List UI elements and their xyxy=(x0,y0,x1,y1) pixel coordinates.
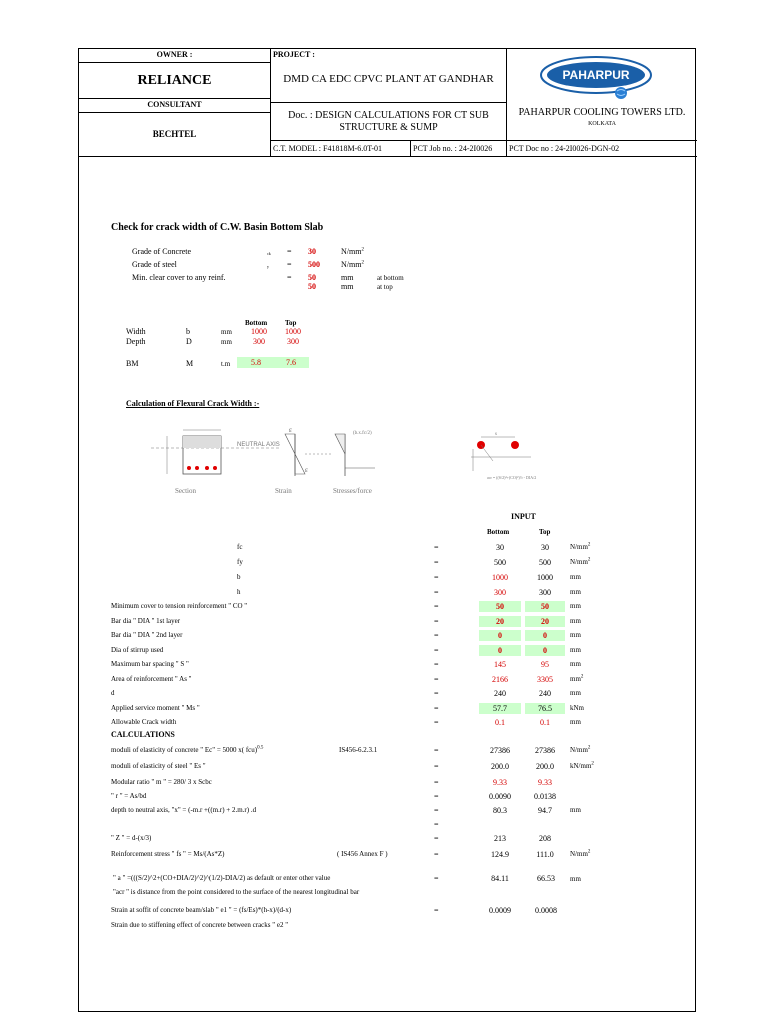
input-row-top: 20 xyxy=(525,616,565,627)
width-top: 1000 xyxy=(285,327,301,336)
input-row-bottom: 2166 xyxy=(492,675,508,684)
eq: = xyxy=(287,247,292,256)
dims-top-header: Top xyxy=(285,319,297,327)
calc-row-eq: = xyxy=(434,778,439,787)
grade-concrete-unit: $N/mm^2$ xyxy=(341,247,364,256)
input-row-bottom: 30 xyxy=(496,543,504,552)
calc-row-bottom: 27386 xyxy=(490,746,510,755)
bm-top: 7.6 xyxy=(273,357,309,368)
owner-name: RELIANCE xyxy=(137,73,212,88)
input-row-unit: mm xyxy=(570,588,581,596)
input-row-top: 0.1 xyxy=(540,718,550,727)
eq: = xyxy=(287,260,292,269)
calc-row-bottom: 213 xyxy=(494,834,506,843)
input-row-top: 0 xyxy=(525,645,565,656)
company-cell xyxy=(507,49,697,141)
input-row-top: 30 xyxy=(541,543,549,552)
doc-line1: Doc. : DESIGN CALCULATIONS FOR CT SUB xyxy=(288,110,489,121)
input-row-bottom: 300 xyxy=(494,588,506,597)
owner-cell xyxy=(79,63,271,99)
figure-section-label: Section xyxy=(175,487,196,495)
section-strain-stress-figure xyxy=(145,424,415,496)
input-row-label: fy xyxy=(237,558,243,566)
input-row-top: 1000 xyxy=(537,573,553,582)
input-row-label: Bar dia " DIA " 2nd layer xyxy=(111,631,183,639)
cover-unit: mm xyxy=(341,282,354,291)
calc-row-unit: $kN/mm^2$ xyxy=(570,761,594,770)
section-title: Check for crack width of C.W. Basin Bottom Slab xyxy=(111,222,324,233)
calc-row-eq: = xyxy=(434,850,439,859)
input-row-bottom: 0 xyxy=(479,630,521,641)
input-row-eq: = xyxy=(434,660,439,669)
at-bottom-label: at bottom xyxy=(377,274,404,282)
grade-concrete-sym: ck xyxy=(267,251,271,256)
project-cell xyxy=(271,49,507,103)
calc-row-top: 27386 xyxy=(535,746,555,755)
cover-bottom-value: 50 xyxy=(308,273,316,282)
width-unit: mm xyxy=(221,328,232,336)
input-row-top: 500 xyxy=(539,558,551,567)
input-row-bottom: 0 xyxy=(479,645,521,656)
calc-row-unit: $N/mm^2$ xyxy=(570,849,591,858)
input-row-eq: = xyxy=(434,718,439,727)
e2-label: Strain due to stiffening effect of concrete between cracks " e2 " xyxy=(111,921,289,929)
eq: = xyxy=(287,273,292,282)
at-top-label: at top xyxy=(377,283,393,291)
svg-text:s: s xyxy=(495,432,497,437)
owner-label: OWNER : xyxy=(156,50,193,59)
calc-row-unit: mm xyxy=(570,806,581,814)
input-row-bottom: 50 xyxy=(479,601,521,612)
company-city: KOLKATA xyxy=(588,121,616,127)
doc-cell xyxy=(271,103,507,141)
consultant-cell xyxy=(79,113,271,157)
input-row-top: 95 xyxy=(541,660,549,669)
calc-row-unit: $N/mm^2$ xyxy=(570,745,591,754)
depth-label: Depth xyxy=(126,337,146,346)
owner-label-cell xyxy=(79,49,271,63)
calc-row-label: Reinforcement stress " fs " = Ms/(As*Z) xyxy=(111,850,225,858)
cover-top-value: 50 xyxy=(308,282,316,291)
input-row-unit: $mm^2$ xyxy=(570,674,584,683)
input-row-unit: mm xyxy=(570,689,581,697)
page-border xyxy=(78,48,696,1012)
input-row-top: 240 xyxy=(539,689,551,698)
acr-detail-figure xyxy=(459,427,539,483)
input-row-label: Maximum bar spacing " S " xyxy=(111,660,189,668)
calc-row-top: 9.33 xyxy=(538,778,552,787)
consultant-label-cell xyxy=(79,99,271,113)
calc-row-eq: = xyxy=(434,792,439,801)
calc-row-bottom: 0.0090 xyxy=(489,792,511,801)
input-row-top: 3305 xyxy=(537,675,553,684)
cover-unit: mm xyxy=(341,273,354,282)
acr-bottom: 84.11 xyxy=(491,874,509,883)
calc-row-label: moduli of elasticity of concrete " Ec" = 5000 x( fcu)$^{0.5}$ xyxy=(111,745,264,754)
input-row-top: 0 xyxy=(525,630,565,641)
input-row-eq: = xyxy=(434,602,439,611)
calc-row-bottom: 200.0 xyxy=(491,762,509,771)
bm-bottom: 5.8 xyxy=(237,357,275,368)
input-row-unit: $N/mm^2$ xyxy=(570,557,591,566)
input-row-eq: = xyxy=(434,558,439,567)
input-row-bottom: 240 xyxy=(494,689,506,698)
acr-unit: mm xyxy=(570,875,581,883)
neutral-axis-label: NEUTRAL AXIS xyxy=(237,442,280,448)
calc-row-label: " r " = As/bd xyxy=(111,792,147,800)
input-row-unit: $N/mm^2$ xyxy=(570,542,591,551)
input-row-bottom: 20 xyxy=(479,616,521,627)
svg-text:ε: ε xyxy=(305,466,308,474)
input-row-bottom: 500 xyxy=(494,558,506,567)
grade-steel-label: Grade of steel xyxy=(132,260,177,269)
input-row-eq: = xyxy=(434,543,439,552)
width-bottom: 1000 xyxy=(251,327,267,336)
calc-row-eq: = xyxy=(434,834,439,843)
acr-label: " a " =(((S/2)^2+(CO+DIA/2)^2)^(1/2)-DIA/2) as default or enter other value xyxy=(113,874,331,882)
calc-row-label: moduli of elasticity of steel " Es " xyxy=(111,762,206,770)
depth-sym: D xyxy=(186,337,192,346)
svg-text:ε: ε xyxy=(289,426,292,434)
input-row-unit: mm xyxy=(570,631,581,639)
calc-row-top: 94.7 xyxy=(538,806,552,815)
figure-strain-label: Strain xyxy=(275,487,292,495)
svg-text:(b.x.fc/2): (b.x.fc/2) xyxy=(353,431,372,436)
input-row-eq: = xyxy=(434,675,439,684)
dims-bottom-header: Bottom xyxy=(245,319,268,327)
depth-unit: mm xyxy=(221,338,232,346)
input-row-label: Bar dia " DIA " 1st layer xyxy=(111,617,181,625)
ct-model-cell xyxy=(271,141,411,157)
input-row-label: Dia of stirrup used xyxy=(111,646,164,654)
e1-eq: = xyxy=(434,906,439,915)
input-row-unit: mm xyxy=(570,617,581,625)
depth-top: 300 xyxy=(287,337,299,346)
grade-concrete-label: Grade of Concrete xyxy=(132,247,192,256)
depth-bottom: 300 xyxy=(253,337,265,346)
calc-row-label: Modular ratio " m " = 280/ 3 x Scbc xyxy=(111,778,212,786)
pct-doc-cell xyxy=(507,141,697,157)
input-row-label: d xyxy=(111,689,115,697)
calculations-title: CALCULATIONS xyxy=(111,730,175,739)
input-row-label: Area of reinforcement " As " xyxy=(111,675,192,683)
svg-text:acr = ((S/2)²+(CO)²)½ - DIA/2: acr = ((S/2)²+(CO)²)½ - DIA/2 xyxy=(487,475,537,480)
input-row-unit: mm xyxy=(570,718,581,726)
grade-concrete-value: 30 xyxy=(308,247,316,256)
input-row-unit: mm xyxy=(570,573,581,581)
paharpur-logo xyxy=(539,55,653,101)
calc-row-top: 111.0 xyxy=(536,850,554,859)
calc-row-eq: = xyxy=(434,806,439,815)
input-row-top: 50 xyxy=(525,601,565,612)
calc-row-top: 0.0138 xyxy=(534,792,556,801)
input-row-label: Minimum cover to tension reinforcement " CO " xyxy=(111,602,248,610)
input-bottom-header: Bottom xyxy=(487,528,510,536)
input-row-label: b xyxy=(237,573,241,581)
company-name: PAHARPUR COOLING TOWERS LTD. xyxy=(518,107,686,118)
logo-text: PAHARPUR xyxy=(562,68,630,82)
grade-steel-sym: y xyxy=(267,264,269,269)
grade-steel-value: 500 xyxy=(308,260,320,269)
pct-doc: PCT Doc no : 24-2I0026-DGN-02 xyxy=(509,144,620,153)
calc-row-top: 200.0 xyxy=(536,762,554,771)
e1-top: 0.0008 xyxy=(535,906,557,915)
calc-row-label: depth to neutral axis, "x" = (-m.r +((m.r) + 2.m.r) .d xyxy=(111,806,257,814)
bm-unit: t.m xyxy=(221,360,231,368)
calc-row-label: " Z " = d-(x/3) xyxy=(111,834,152,842)
input-row-unit: kNm xyxy=(570,704,584,712)
width-sym: b xyxy=(186,327,190,336)
calc-row-ref: IS456-6.2.3.1 xyxy=(339,746,378,754)
width-label: Width xyxy=(126,327,146,336)
calc-title: Calculation of Flexural Crack Width :- xyxy=(126,399,260,408)
acr-top: 66.53 xyxy=(537,874,555,883)
input-row-top: 300 xyxy=(539,588,551,597)
input-row-label: fc xyxy=(237,543,243,551)
figure-stresses-label: Stresses/force xyxy=(333,487,372,495)
input-row-eq: = xyxy=(434,588,439,597)
calc-row-bottom: 124.9 xyxy=(491,850,509,859)
calc-row-bottom: 9.33 xyxy=(493,778,507,787)
calc-row-eq: = xyxy=(434,820,439,829)
calc-row-bottom: 80.3 xyxy=(493,806,507,815)
e1-label: Strain at soffit of concrete beam/slab " e1 " = (fs/Es)*(h-x)/(d-x) xyxy=(111,906,292,914)
calc-row-eq: = xyxy=(434,746,439,755)
input-row-label: Allowable Crack width xyxy=(111,718,177,726)
bm-label: BM xyxy=(126,359,139,368)
calc-row-eq: = xyxy=(434,762,439,771)
input-row-bottom: 0.1 xyxy=(495,718,505,727)
grade-steel-unit: $N/mm^2$ xyxy=(341,260,364,269)
bm-sym: M xyxy=(186,359,194,368)
input-row-bottom: 57.7 xyxy=(479,703,521,714)
input-row-eq: = xyxy=(434,689,439,698)
input-header: INPUT xyxy=(511,512,536,521)
input-row-top: 76.5 xyxy=(525,703,565,714)
input-row-label: h xyxy=(237,588,241,596)
acr-eq: = xyxy=(434,874,439,883)
pct-job: PCT Job no. : 24-2I0026 xyxy=(413,144,493,153)
e1-bottom: 0.0009 xyxy=(489,906,511,915)
input-row-unit: mm xyxy=(570,602,581,610)
input-row-bottom: 1000 xyxy=(492,573,508,582)
project-name: DMD CA EDC CPVC PLANT AT GANDHAR xyxy=(283,73,494,85)
input-row-bottom: 145 xyxy=(494,660,506,669)
calc-row-ref: ( IS456 Annex F ) xyxy=(337,850,388,858)
consultant-name: BECHTEL xyxy=(152,129,197,139)
pct-job-cell xyxy=(411,141,507,157)
input-top-header: Top xyxy=(539,528,551,536)
calc-row-top: 208 xyxy=(539,834,551,843)
project-label: PROJECT : xyxy=(273,50,315,59)
ct-model: C.T. MODEL : F41818M-6.0T-01 xyxy=(273,144,383,153)
consultant-label: CONSULTANT xyxy=(147,100,202,109)
input-row-eq: = xyxy=(434,704,439,713)
acr-note: "acr " is distance from the point considered to the surface of the nearest longitudinal bar xyxy=(113,888,360,896)
input-row-eq: = xyxy=(434,617,439,626)
input-row-eq: = xyxy=(434,646,439,655)
input-row-label: Applied service moment " Ms " xyxy=(111,704,200,712)
input-row-eq: = xyxy=(434,631,439,640)
input-row-eq: = xyxy=(434,573,439,582)
input-row-unit: mm xyxy=(570,646,581,654)
doc-line2: STRUCTURE & SUMP xyxy=(339,122,438,133)
input-row-unit: mm xyxy=(570,660,581,668)
cover-label: Min. clear cover to any reinf. xyxy=(132,273,226,282)
